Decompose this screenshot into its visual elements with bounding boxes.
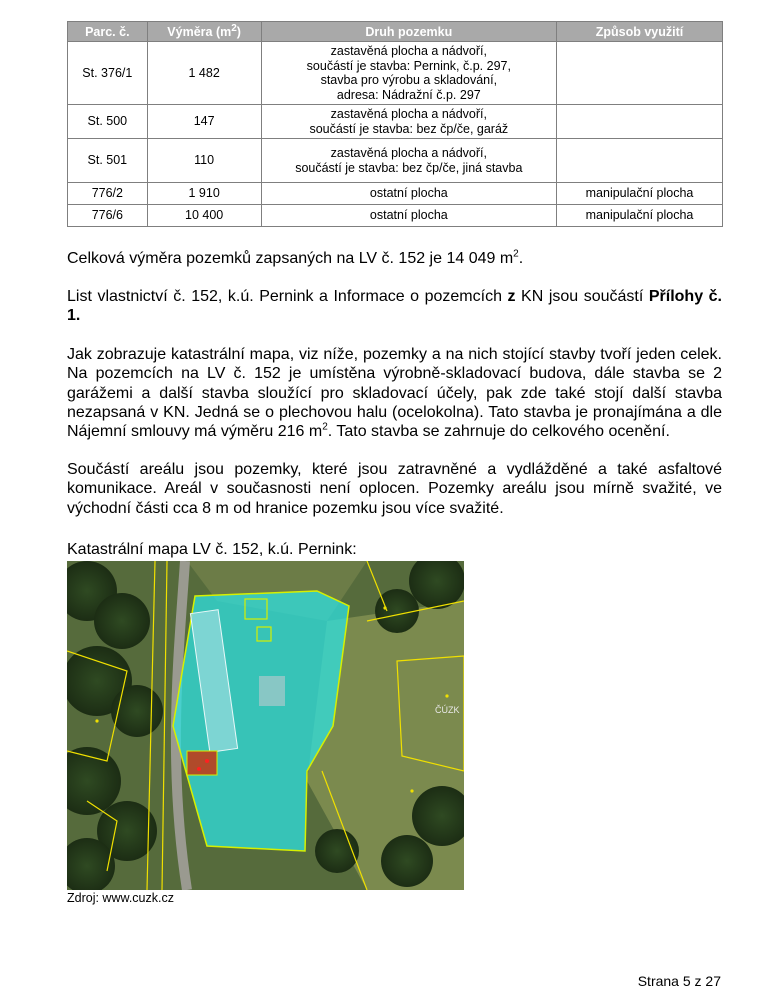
map-description-paragraph: Jak zobrazuje katastrální mapa, viz níže, pozemky a na nich stojící stavby tvoří jeden celek. Na pozemcích na LV č. 152 je umístěna výrobně-skladovací budova, dále stavba se 2 garážemi a další stavba sloužící pro skladovací účely, pak zde také stojí další stavba nezapsaná v KN. Jedná se o plechovou halu (ocelokolna). Tato stavba je pronajímána a dle Nájemní smlouvy má výměru 216 $m^2$. Tato stavba se zahrnuje do celkového ocenění. xyxy=(67,346,722,441)
page-number: Strana 5 z 27 xyxy=(637,973,721,989)
total-area-paragraph: Celková výměra pozemků zapsaných na LV č. 152 je 14 049 $m^2$. xyxy=(67,248,524,267)
table-row xyxy=(68,42,723,105)
parcel-usage xyxy=(557,42,723,105)
table-row xyxy=(68,105,723,139)
parcel-number: St. 376/1 xyxy=(68,42,148,105)
table-row xyxy=(68,139,723,183)
parcel-table xyxy=(67,21,723,227)
parcel-number: 776/6 xyxy=(68,205,148,227)
parcel-type: ostatní plocha xyxy=(261,183,556,205)
header-area: Výměra $(m^2)$ xyxy=(147,22,261,42)
parcel-area: 110 xyxy=(147,139,261,183)
parcel-type: zastavěná plocha a nádvoří, součástí je stavba: bez čp/če, jiná stavba xyxy=(261,139,556,183)
parcel-usage: manipulační plocha xyxy=(557,183,723,205)
annex-paragraph: List vlastnictví č. 152, k.ú. Pernink a Informace o pozemcích z KN jsou součástí Přílohy č. 1. xyxy=(67,288,722,325)
parcel-usage xyxy=(557,105,723,139)
cadastral-map-image xyxy=(67,561,464,890)
header-usage: Způsob využití xyxy=(557,22,723,42)
parcel-number: St. 501 xyxy=(68,139,148,183)
table-row xyxy=(68,205,723,227)
site-description-paragraph: Součástí areálu jsou pozemky, které jsou zatravněné a vydlážděné a také asfaltové komunikace. Areál v současnosti není oplocen. Pozemky areálu jsou mírně svažité, ve východní části cca 8 m od hranice pozemku jsou více svažité. xyxy=(67,461,722,517)
parcel-number: St. 500 xyxy=(68,105,148,139)
parcel-number: 776/2 xyxy=(68,183,148,205)
parcel-type: ostatní plocha xyxy=(261,205,556,227)
table-header-row xyxy=(68,22,723,42)
table-row xyxy=(68,183,723,205)
map-source: Zdroj: www.cuzk.cz xyxy=(67,891,174,905)
map-caption: Katastrální mapa LV č. 152, k.ú. Pernink: xyxy=(67,541,357,558)
cadastral-map xyxy=(67,561,464,890)
parcel-type: zastavěná plocha a nádvoří, součástí je stavba: Pernink, č.p. 297, stavba pro výrobu a skladování, adresa: Nádražní č.p. 297 xyxy=(261,42,556,105)
parcel-area: 10 400 xyxy=(147,205,261,227)
header-land-type: Druh pozemku xyxy=(261,22,556,42)
parcel-area: 1 910 xyxy=(147,183,261,205)
map-watermark: ČÚZK xyxy=(435,705,460,715)
parcel-usage xyxy=(557,139,723,183)
parcel-usage: manipulační plocha xyxy=(557,205,723,227)
parcel-area: 1 482 xyxy=(147,42,261,105)
parcel-type: zastavěná plocha a nádvoří, součástí je stavba: bez čp/če, garáž xyxy=(261,105,556,139)
parcel-area: 147 xyxy=(147,105,261,139)
header-parcel: Parc. č. xyxy=(68,22,148,42)
